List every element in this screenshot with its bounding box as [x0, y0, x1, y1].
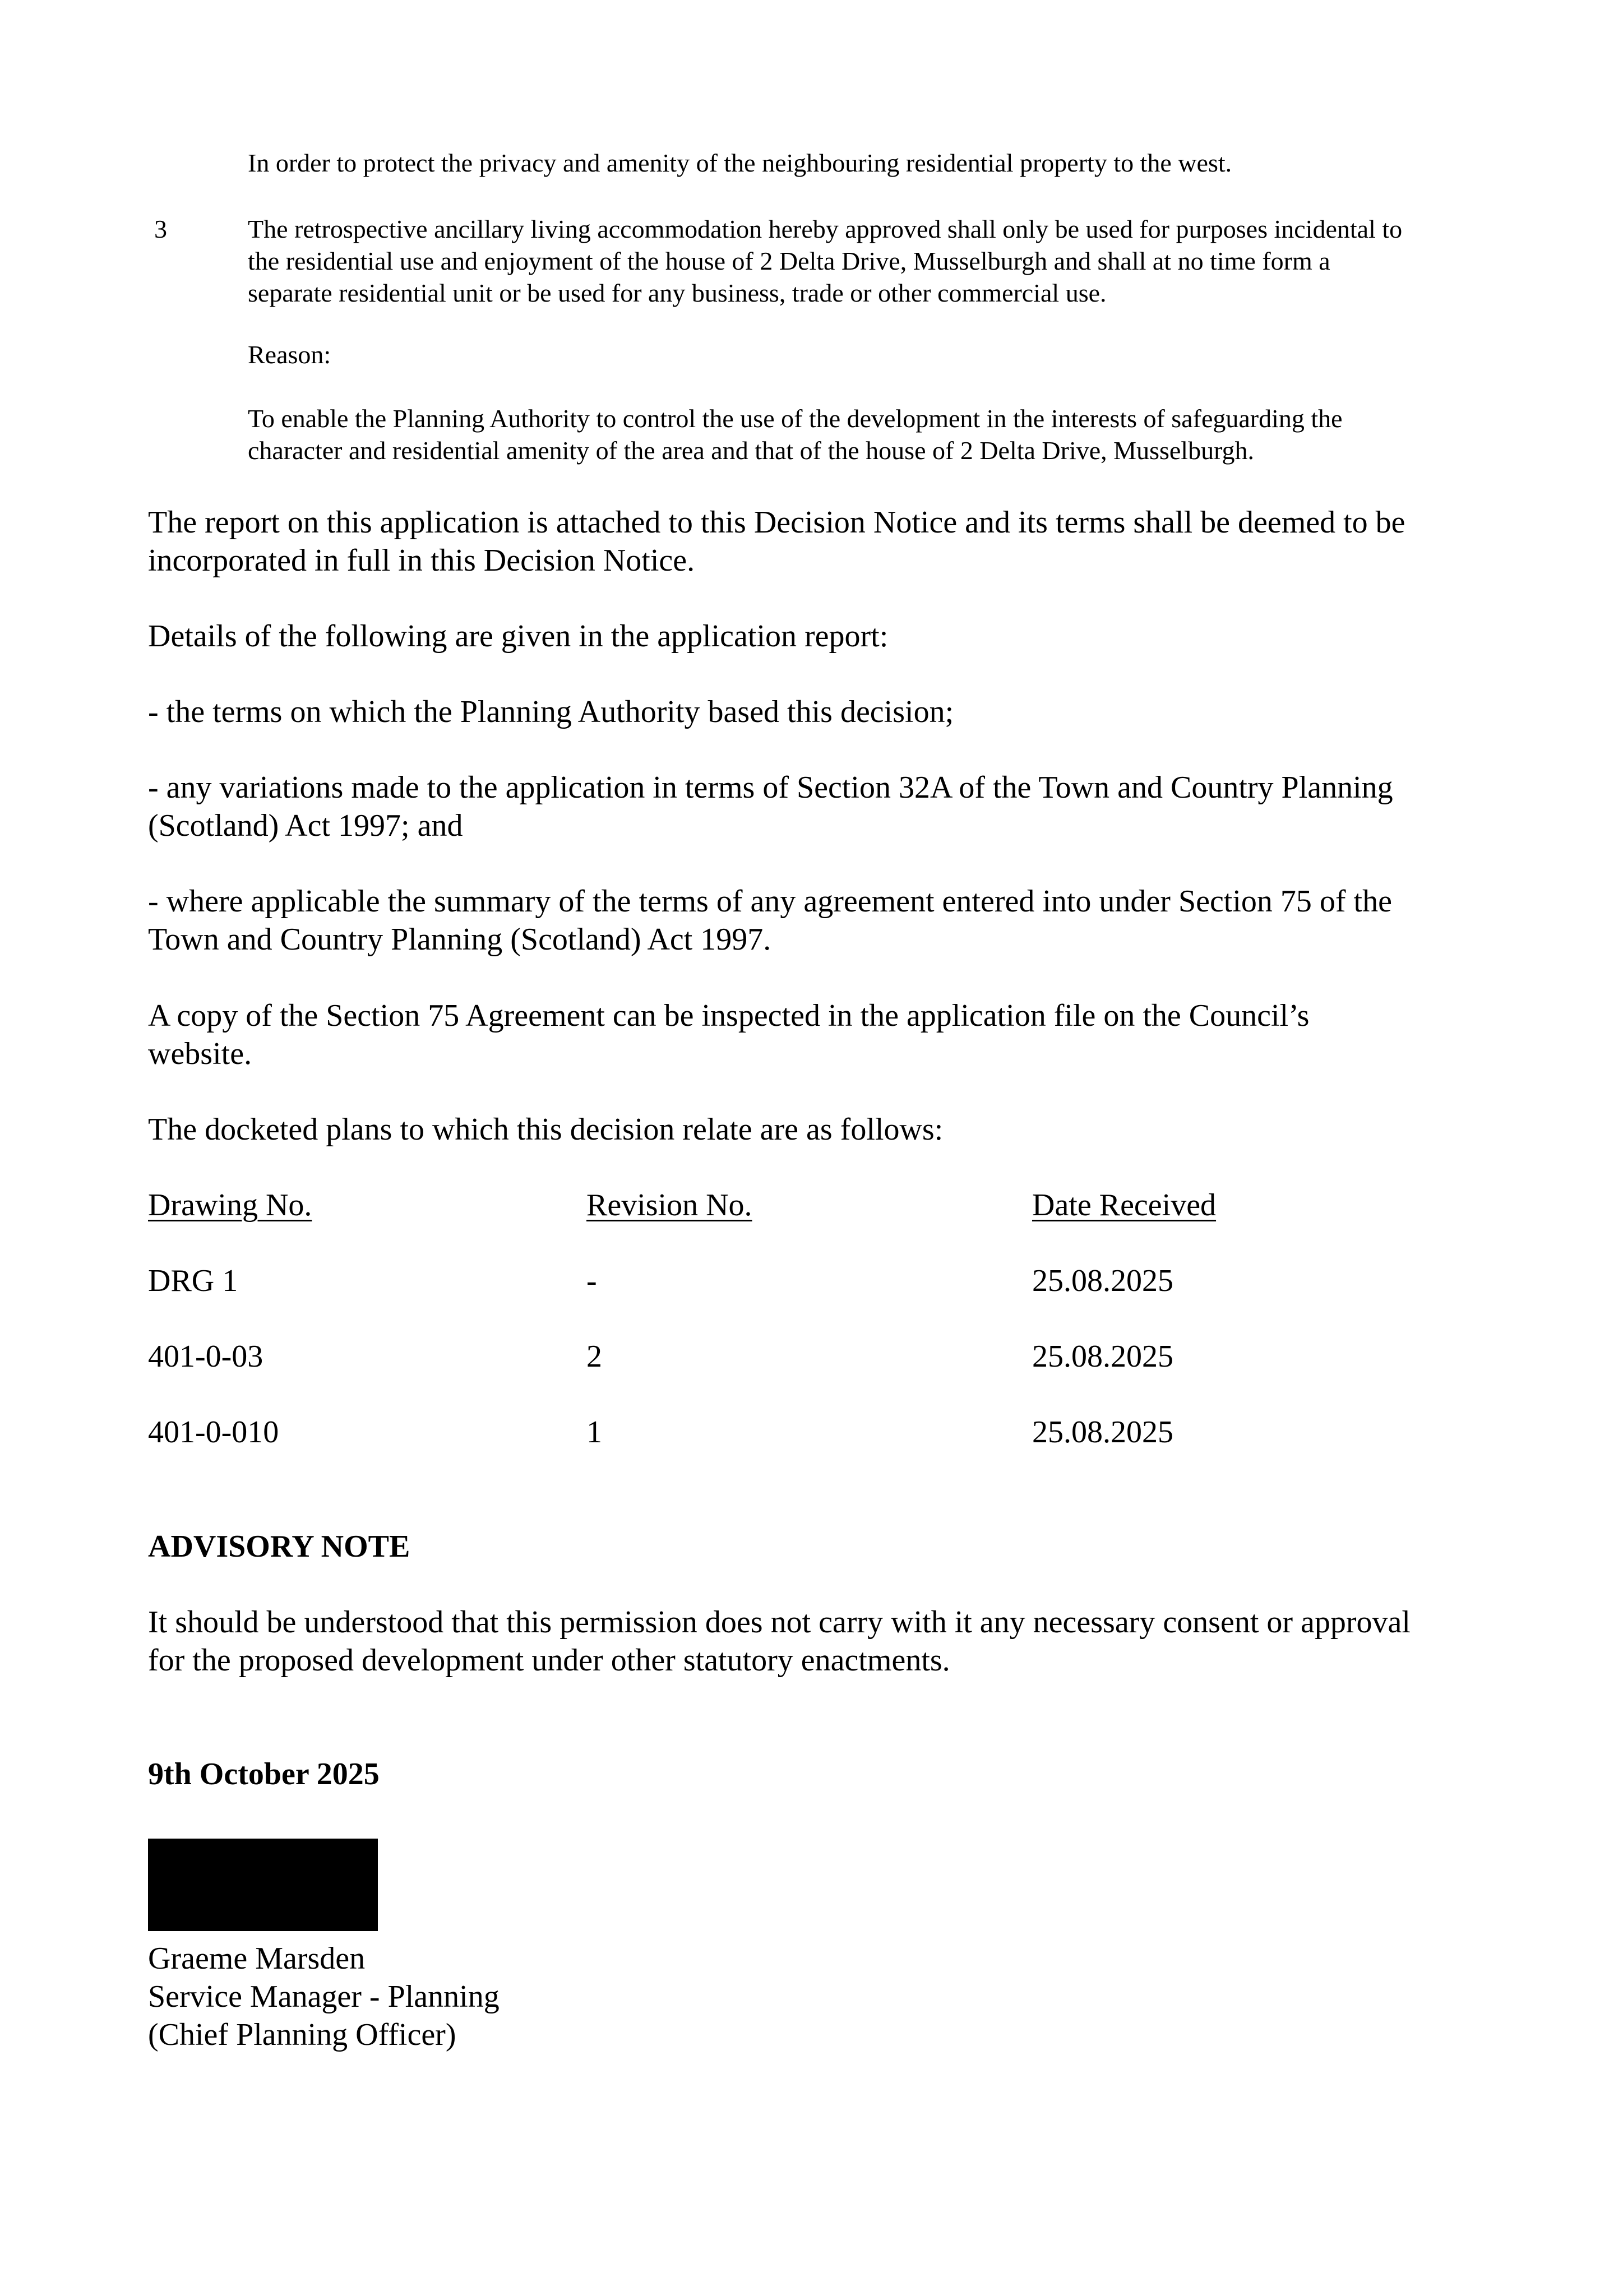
plans-intro: The docketed plans to which this decision relate are as follows:: [148, 1112, 944, 1147]
report-line: incorporated in full in this Decision Notice.: [148, 543, 695, 578]
advisory-line: for the proposed development under other statutory enactments.: [148, 1643, 950, 1678]
report-line: The report on this application is attached to this Decision Notice and its terms shall be deemed to be: [148, 505, 1405, 540]
signatory-title: Service Manager - Planning: [148, 1979, 500, 2014]
condition-2-reason: In order to protect the privacy and amenity of the neighbouring residential property to the west.: [248, 149, 1232, 177]
condition-3-reason-line: To enable the Planning Authority to control the use of the development in the interests of safeguarding the: [248, 404, 1343, 433]
advisory-note-text: [148, 1603, 1505, 1679]
signatory-name: Graeme Marsden: [148, 1941, 366, 1976]
advisory-note-heading: ADVISORY NOTE: [148, 1529, 410, 1564]
signatory-role: (Chief Planning Officer): [148, 2017, 456, 2052]
copy-line: A copy of the Section 75 Agreement can be inspected in the application file on the Council’s: [148, 998, 1310, 1033]
table-cell-revision-no: 2: [586, 1339, 602, 1374]
condition-3-line: the residential use and enjoyment of the house of 2 Delta Drive, Musselburgh and shall at no time form a: [248, 247, 1330, 275]
condition-3-reason-line: character and residential amenity of the area and that of the house of 2 Delta Drive, Musselburgh.: [248, 436, 1255, 465]
table-cell-date-received: 25.08.2025: [1032, 1263, 1173, 1298]
table-cell-date-received: 25.08.2025: [1032, 1415, 1173, 1450]
condition-3-reason: [248, 402, 1504, 466]
condition-3-line: separate residential unit or be used for any business, trade or other commercial use.: [248, 279, 1107, 307]
table-cell-drawing-no: DRG 1: [148, 1263, 238, 1298]
section-75-copy-paragraph: [148, 997, 1505, 1073]
signatory-block: [148, 1939, 1505, 2054]
bullet-terms: - the terms on which the Planning Authority based this decision;: [148, 695, 954, 729]
table-header-drawing-no: Drawing No.: [148, 1188, 312, 1223]
advisory-line: It should be understood that this permission does not carry with it any necessary consent or approval: [148, 1605, 1411, 1640]
condition-3-number: 3: [154, 215, 167, 243]
details-intro: Details of the following are given in the application report:: [148, 619, 889, 654]
bullet-line: (Scotland) Act 1997; and: [148, 808, 463, 843]
condition-3-text: [248, 213, 1504, 309]
table-cell-drawing-no: 401-0-03: [148, 1339, 263, 1374]
decision-date: 9th October 2025: [148, 1757, 380, 1792]
bullet-variations: [148, 769, 1505, 845]
table-header-revision-no: Revision No.: [586, 1188, 752, 1223]
bullet-line: - any variations made to the application in terms of Section 32A of the Town and Country Planning: [148, 770, 1393, 805]
bullet-section-75: [148, 882, 1505, 959]
condition-3-reason-label: Reason:: [248, 340, 331, 369]
report-paragraph: [148, 503, 1505, 580]
redacted-signature: [148, 1839, 378, 1931]
bullet-line: - where applicable the summary of the terms of any agreement entered into under Section 75 of the: [148, 884, 1392, 919]
table-cell-revision-no: 1: [586, 1415, 602, 1450]
condition-3-line: The retrospective ancillary living accommodation hereby approved shall only be used for purposes incidental to: [248, 215, 1403, 243]
bullet-line: Town and Country Planning (Scotland) Act 1997.: [148, 922, 771, 957]
table-cell-drawing-no: 401-0-010: [148, 1415, 279, 1450]
copy-line: website.: [148, 1036, 252, 1071]
table-header-date-received: Date Received: [1032, 1188, 1217, 1223]
table-cell-date-received: 25.08.2025: [1032, 1339, 1173, 1374]
table-cell-revision-no: -: [586, 1263, 597, 1298]
